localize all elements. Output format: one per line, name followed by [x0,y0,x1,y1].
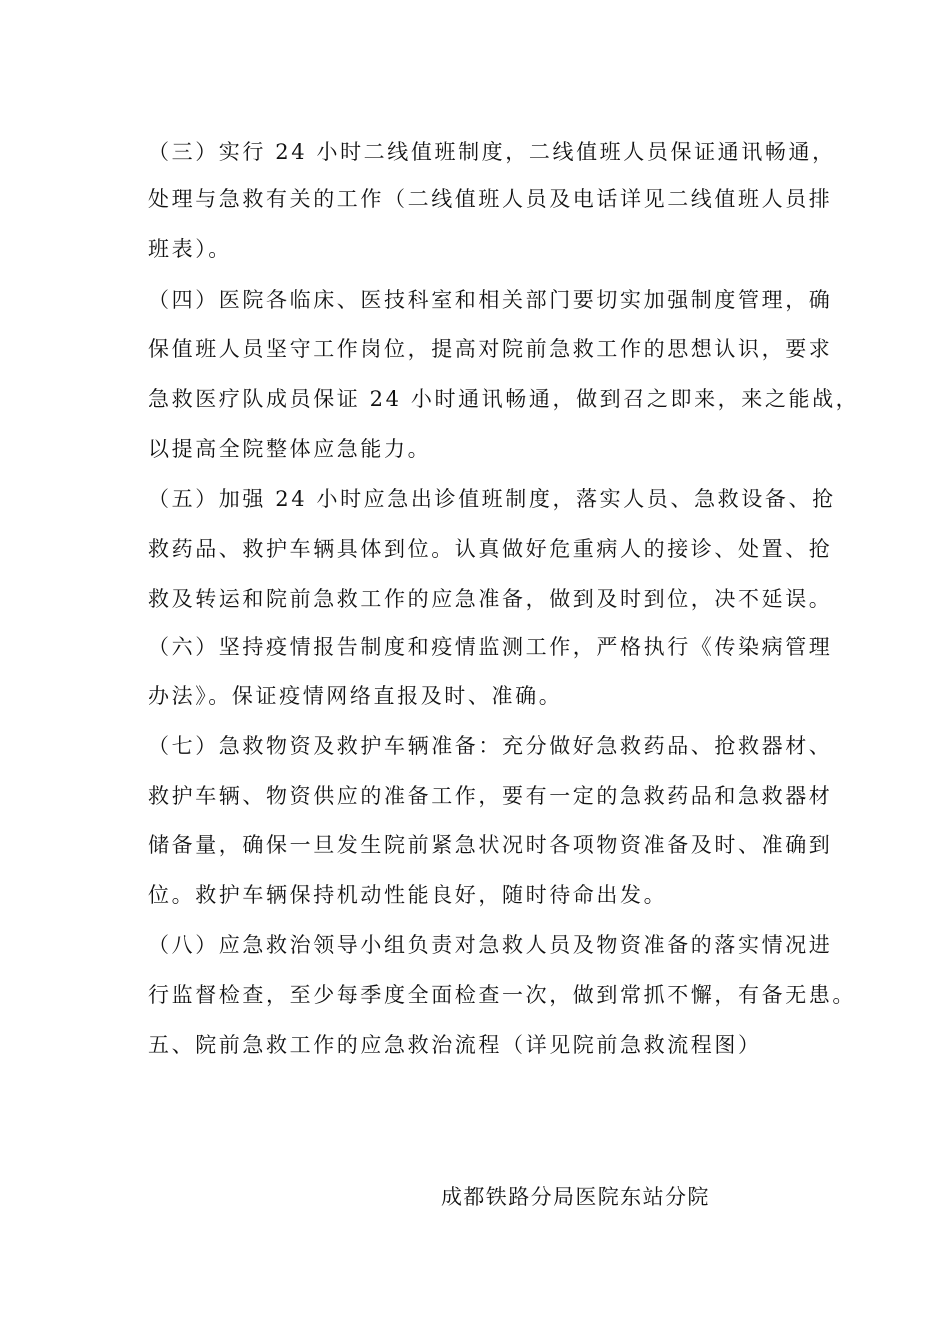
text-line-17: （八）应急救治领导小组负责对急救人员及物资准备的落实情况进 [148,933,833,957]
text-line-19: 五、院前急救工作的应急救治流程（详见院前急救流程图） [148,1033,762,1057]
text-line-5: 保值班人员坚守工作岗位，提高对院前急救工作的思想认识，要求 [148,337,833,361]
text-line-8: （五）加强 24 小时应急出诊值班制度，落实人员、急救设备、抢 [148,487,836,511]
text-line-12: 办法》。保证疫情网络直报及时、准确。 [148,684,563,708]
text-line-15: 储备量，确保一旦发生院前紧急状况时各项物资准备及时、准确到 [148,833,833,857]
text-line-2: 处理与急救有关的工作（二线值班人员及电话详见二线值班人员排 [148,187,833,211]
text-line-7: 以提高全院整体应急能力。 [148,437,432,461]
text-line-13: （七）急救物资及救护车辆准备：充分做好急救药品、抢救器材、 [148,734,833,758]
text-line-11: （六）坚持疫情报告制度和疫情监测工作，严格执行《传染病管理 [148,635,833,659]
text-line-10: 救及转运和院前急救工作的应急准备，做到及时到位，决不延误。 [148,587,833,611]
text-line-14: 救护车辆、物资供应的准备工作，要有一定的急救药品和急救器材 [148,784,833,808]
text-line-16: 位。救护车辆保持机动性能良好，随时待命出发。 [148,883,668,907]
text-line-3: 班表）。 [148,237,232,261]
signature-organization: 成都铁路分局医院东站分院 [441,1185,710,1209]
text-line-9: 救药品、救护车辆具体到位。认真做好危重病人的接诊、处置、抢 [148,537,833,561]
text-line-1: （三）实行 24 小时二线值班制度，二线值班人员保证通讯畅通， [148,140,836,164]
text-line-4: （四）医院各临床、医技科室和相关部门要切实加强制度管理，确 [148,288,833,312]
text-line-6: 急救医疗队成员保证 24 小时通讯畅通，做到召之即来，来之能战， [148,387,860,411]
text-line-18: 行监督检查，至少每季度全面检查一次，做到常抓不懈，有备无患。 [148,983,856,1007]
